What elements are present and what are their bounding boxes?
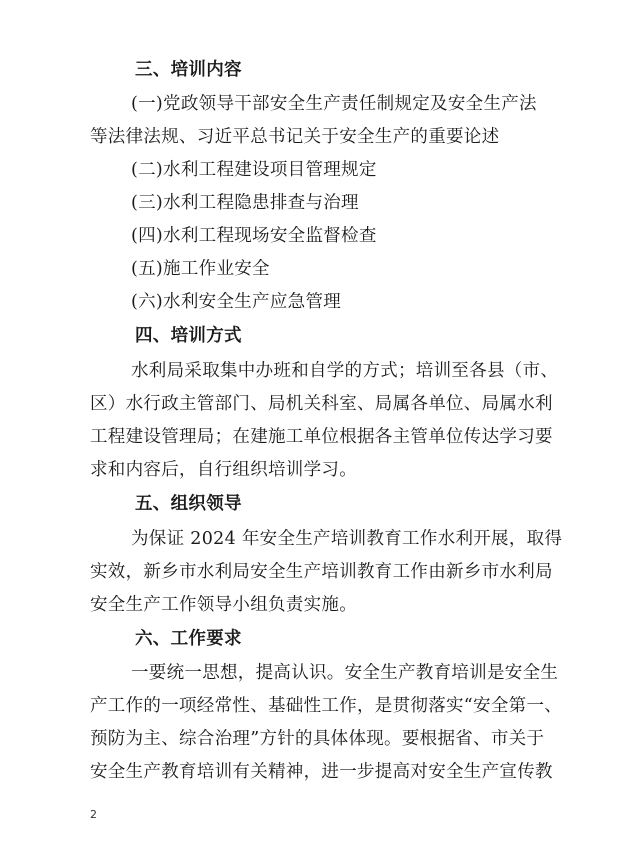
content-item-1-line-1: (一)党政领导干部安全生产责任制规定及安全生产法 (131, 94, 537, 114)
content-item-3: (三)水利工程隐患排查与治理 (131, 193, 359, 213)
content-item-1-line-2: 等法律法规、习近平总书记关于安全生产的重要论述 (90, 127, 500, 147)
requirements-paragraph-line-1: 一要统一思想，提高认识。安全生产教育培训是安全生 (131, 663, 559, 683)
section-heading-training-content: 三、培训内容 (135, 60, 242, 80)
organization-paragraph-line-2: 实效，新乡市水利局安全生产培训教育工作由新乡市水利局 (90, 562, 553, 582)
organization-paragraph-line-1: 为保证 2024 年安全生产培训教育工作水利开展，取得 (131, 529, 563, 549)
method-paragraph-line-3: 工程建设管理局；在建施工单位根据各主管单位传达学习要 (90, 427, 553, 447)
content-item-2: (二)水利工程建设项目管理规定 (131, 160, 377, 180)
requirements-paragraph-line-2: 产工作的一项经常性、基础性工作，是贯彻落实“安全第一、 (90, 696, 563, 716)
section-heading-requirements: 六、工作要求 (135, 629, 242, 649)
content-item-6: (六)水利安全生产应急管理 (131, 292, 342, 312)
method-paragraph-line-1: 水利局采取集中办班和自学的方式；培训至各县（市、 (131, 361, 559, 381)
section-heading-training-method: 四、培训方式 (135, 326, 242, 346)
content-item-5: (五)施工作业安全 (131, 259, 270, 279)
page-number: 2 (90, 808, 97, 821)
method-paragraph-line-4: 求和内容后，自行组织培训学习。 (90, 460, 357, 480)
requirements-paragraph-line-3: 预防为主、综合治理”方针的具体体现。要根据省、市关于 (90, 729, 545, 749)
organization-paragraph-line-3: 安全生产工作领导小组负责实施。 (90, 595, 357, 615)
method-paragraph-line-2: 区）水行政主管部门、局机关科室、局属各单位、局属水利 (90, 394, 553, 414)
section-heading-organization: 五、组织领导 (135, 494, 242, 514)
content-item-4: (四)水利工程现场安全监督检查 (131, 226, 377, 246)
requirements-paragraph-line-4: 安全生产教育培训有关精神，进一步提高对安全生产宣传教 (90, 762, 553, 782)
